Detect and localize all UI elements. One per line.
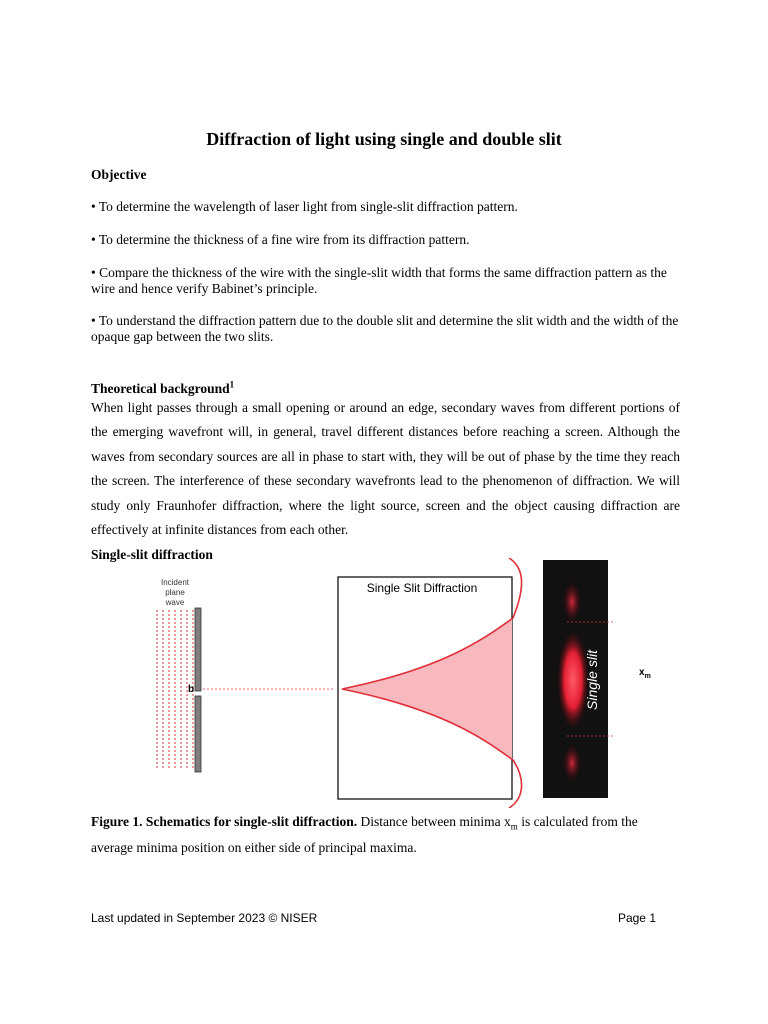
objective-bullet-3: • Compare the thickness of the wire with the single-slit width that forms the same diffraction pattern as the wire and hence verify Babinet’s principle. [91, 265, 667, 296]
footnote-mark: 1 [229, 379, 235, 390]
slit-label: b [188, 684, 195, 695]
single-slit-heading: Single-slit diffraction [91, 547, 213, 562]
side-fringe-bottom [562, 743, 582, 783]
objective-heading: Objective [91, 167, 147, 182]
single-slit-figure [145, 558, 651, 808]
caption-text-2: is calculated from the average minima position on either side of principal maxima. [91, 814, 638, 855]
theory-paragraph: When light passes through a small opening or around an edge, secondary waves from different portions of the emerging wavefront will, in general, travel different distances before reaching a screen. Although the waves from secondary sources are all in phase to start with, they will be out of phase by the time they reach the screen. The interference of these secondary wavefronts lead to the phenomenon of diffraction. We will study only Fraunhofer diffraction, where the light source, screen and the object causing diffraction are effectively at infinite distances from each other. [91, 400, 680, 538]
figure-caption [91, 809, 681, 861]
xm-label-sub: m [644, 673, 651, 680]
incident-label-1: Incident [160, 578, 190, 587]
document-title: Diffraction of light using single and double slit [206, 129, 562, 149]
xm-label-x: x [639, 667, 645, 678]
barrier-top [195, 608, 201, 691]
objective-bullet-2: • To determine the thickness of a fine wire from its diffraction pattern. [91, 232, 470, 247]
side-fringe-top [562, 580, 582, 624]
page-number: Page 1 [617, 911, 656, 925]
single-slit-figure-svg [145, 558, 615, 808]
caption-sub: m [510, 821, 518, 832]
barrier-bottom [195, 696, 201, 772]
objective-bullet-1: • To determine the wavelength of laser light from single-slit diffraction pattern. [91, 199, 518, 214]
footer-left: Last updated in September 2023 © NISER [91, 911, 318, 925]
theory-heading-text: Theoretical background [91, 381, 230, 396]
photo-label: Single slit [584, 650, 600, 710]
objective-bullet-4: • To understand the diffraction pattern due to the double slit and determine the slit width and the width of the opaque gap between the two slits. [91, 313, 679, 344]
caption-text-1: Distance between minima x [357, 814, 511, 829]
box-title: Single Slit Diffraction [366, 581, 478, 595]
caption-bold: Figure 1. Schematics for single-slit diffraction. [91, 814, 358, 829]
theory-heading [91, 380, 234, 397]
incident-label-2: plane [165, 588, 185, 597]
xm-label [639, 667, 651, 680]
incident-label-3: wave [165, 598, 185, 607]
